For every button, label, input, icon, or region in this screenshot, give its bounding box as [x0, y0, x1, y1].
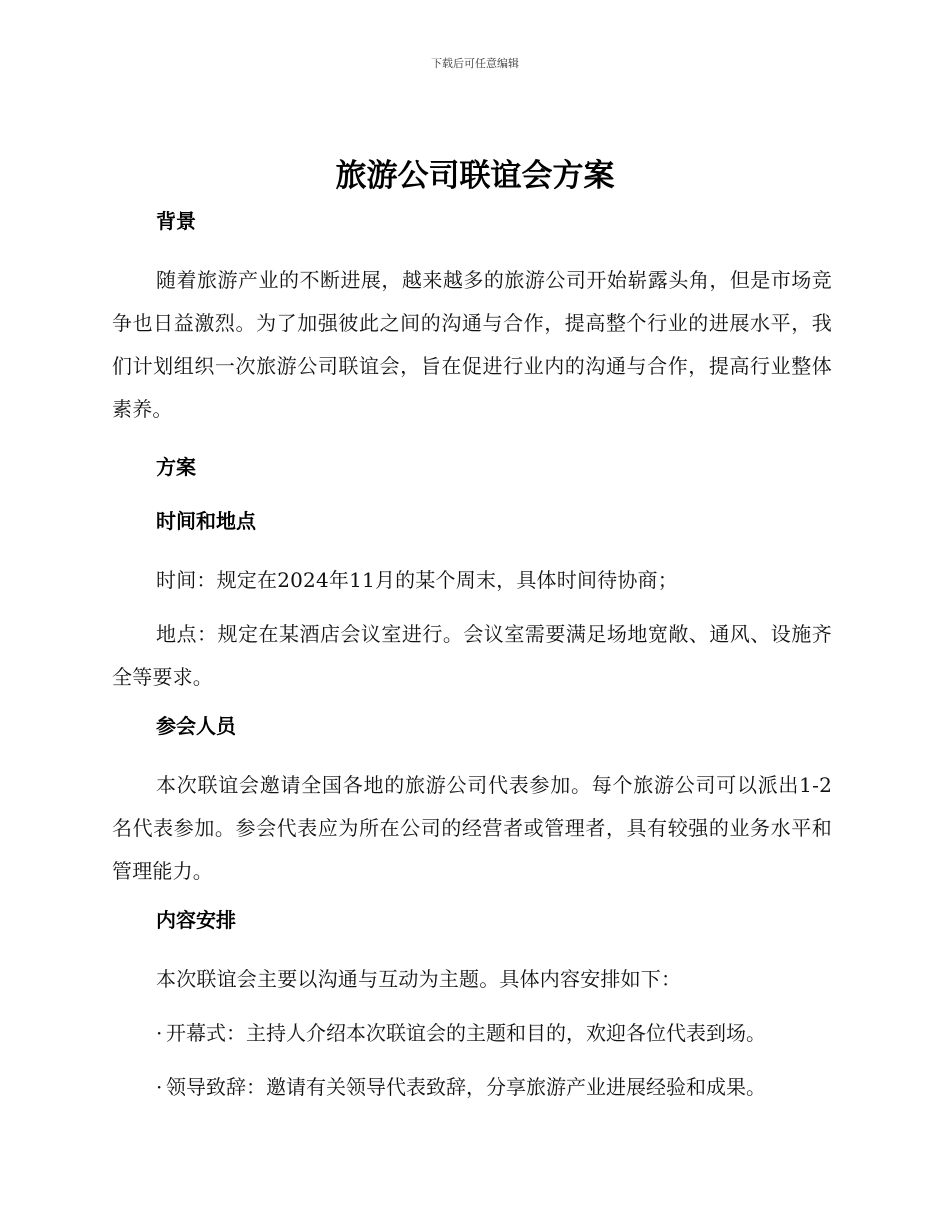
- list-item: [112, 1012, 832, 1055]
- paragraph-attendees: 本次联谊会邀请全国各地的旅游公司代表参加。每个旅游公司可以派出1-2名代表参加。参会代表应为所在公司的经营者或管理者，具有较强的业务水平和管理能力。: [112, 773, 832, 883]
- bullet-marker: ·: [156, 1021, 163, 1045]
- list-item: [112, 1066, 832, 1109]
- section-heading-attendees: 参会人员: [156, 714, 236, 738]
- section-heading-background: 背景: [156, 209, 196, 233]
- document-title: 旅游公司联谊会方案: [335, 158, 615, 194]
- paragraph-background: 随着旅游产业的不断进展，越来越多的旅游公司开始崭露头角，但是市场竞争也日益激烈。为了加强彼此之间的沟通与合作，提高整个行业的进展水平，我们计划组织一次旅游公司联谊会，旨在促进行业内的沟通与合作，提高行业整体素养。: [112, 268, 832, 421]
- list-item-text: 领导致辞：邀请有关领导代表致辞，分享旅游产业进展经验和成果。: [166, 1075, 766, 1099]
- paragraph-place: 地点：规定在某酒店会议室进行。会议室需要满足场地宽敞、通风、设施齐全等要求。: [112, 622, 832, 689]
- section-heading-time-place: 时间和地点: [156, 509, 256, 533]
- header-note: 下载后可任意编辑: [431, 57, 519, 70]
- paragraph-time: 时间：规定在2024年11月的某个周末，具体时间待协商；: [156, 568, 678, 592]
- bullet-marker: ·: [156, 1075, 163, 1099]
- section-heading-content: 内容安排: [156, 908, 236, 932]
- document-body: [112, 205, 832, 1120]
- list-item-text: 开幕式：主持人介绍本次联谊会的主题和目的，欢迎各位代表到场。: [166, 1021, 766, 1045]
- section-heading-plan: 方案: [156, 455, 196, 479]
- paragraph-content-intro: 本次联谊会主要以沟通与互动为主题。具体内容安排如下：: [156, 967, 682, 991]
